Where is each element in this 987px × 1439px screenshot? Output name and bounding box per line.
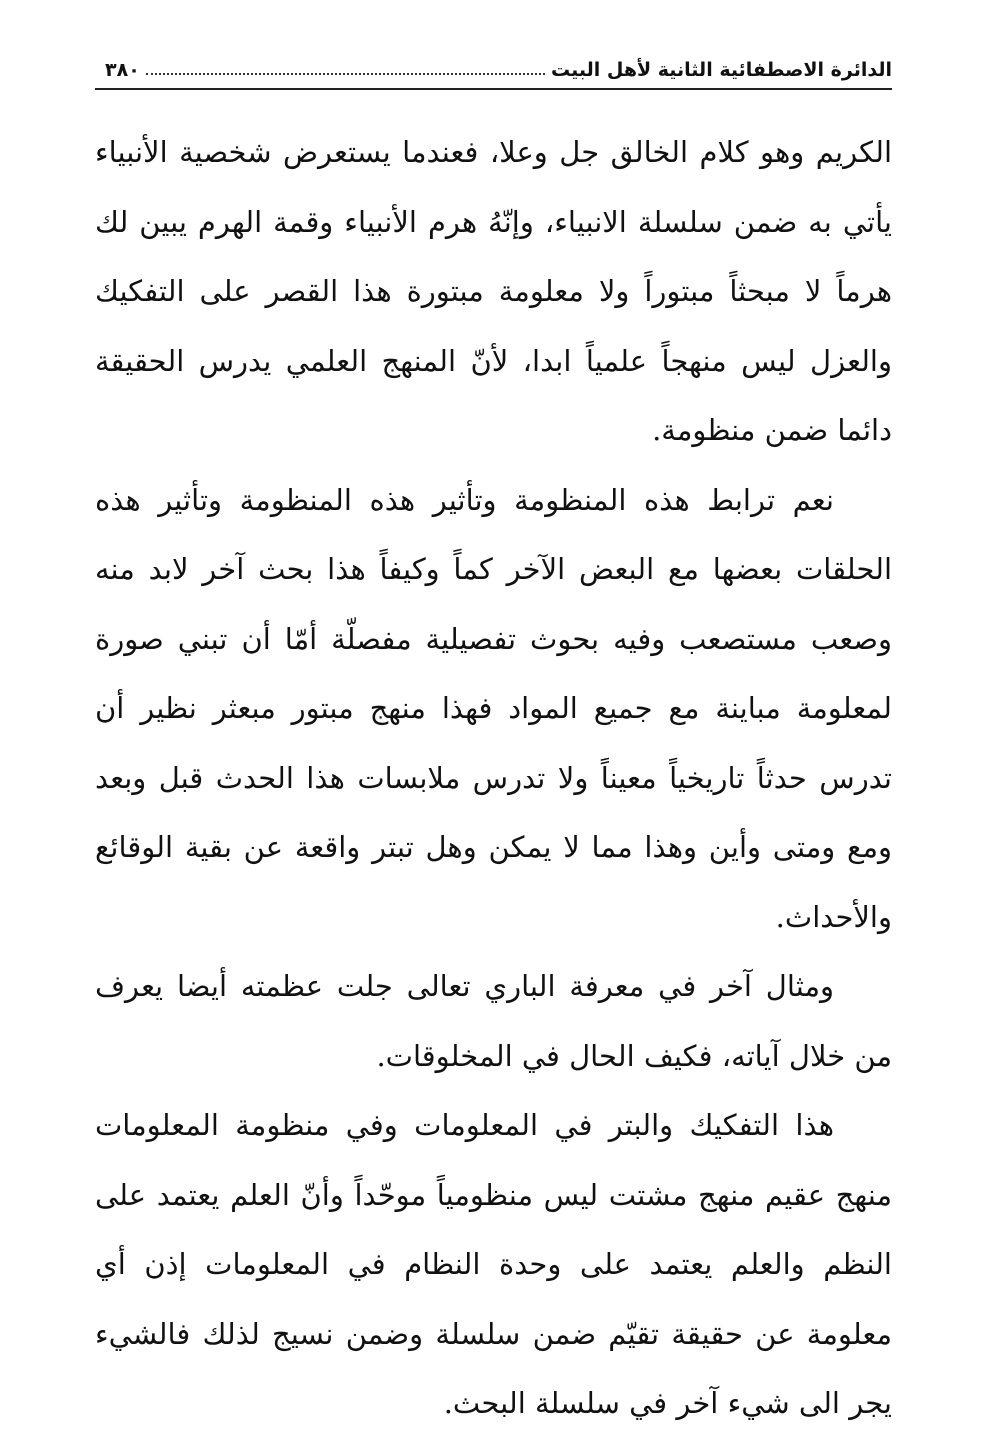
body-text xyxy=(95,118,892,1439)
dotted-leader xyxy=(146,73,545,75)
running-title: الدائرة الاصطفائية الثانية لأهل البيت⁣ xyxy=(550,59,892,81)
running-head xyxy=(95,52,892,90)
paragraph-3: ومثال آخر في معرفة الباري تعالى جلت عظمته أيضا يعرف من خلال آياته، فكيف الحال في المخلوقات. xyxy=(95,969,892,1073)
paragraph-4: هذا التفكيك والبتر في المعلومات وفي منظومة المعلومات منهج عقيم منهج مشتت ليس منظومياً موحّداً وأنّ العلم يعتمد على النظم والعلم يعتمد على وحدة النظام في المعلومات إذن أي معلومة عن حقيقة تقيّم ضمن سلسلة وضمن نسيج لذلك فالشيء يجر الى شيء آخر في سلسلة البحث. xyxy=(95,1108,892,1420)
paragraph-1: الكريم وهو كلام الخالق جل وعلا، فعندما يستعرض شخصية الأنبياء يأتي به ضمن سلسلة الانبياء، وإنّهُ هرم الأنبياء وقمة الهرم يبين لك هرماً لا مبحثاً مبتوراً ولا معلومة مبتورة هذا القصر على التفكيك والعزل ليس منهجاً علمياً ابدا، لأنّ المنهج العلمي يدرس الحقيقة دائما ضمن منظومة. xyxy=(95,135,892,447)
page-number: ٣٨٠ xyxy=(105,59,140,81)
paragraph-2: نعم ترابط هذه المنظومة وتأثير هذه المنظومة وتأثير هذه الحلقات بعضها مع البعض الآخر كماً وكيفاً هذا بحث آخر لابد منه وصعب مستصعب وفيه بحوث تفصيلية مفصلّة أمّا أن تبني صورة لمعلومة مباينة مع جميع المواد فهذا منهج مبتور مبعثر نظير أن تدرس حدثاً تاريخياً معيناً ولا تدرس ملابسات هذا الحدث قبل وبعد ومع ومتى وأين وهذا مما لا يمكن وهل تبتر واقعة عن بقية الوقائع والأحداث. xyxy=(95,482,892,934)
